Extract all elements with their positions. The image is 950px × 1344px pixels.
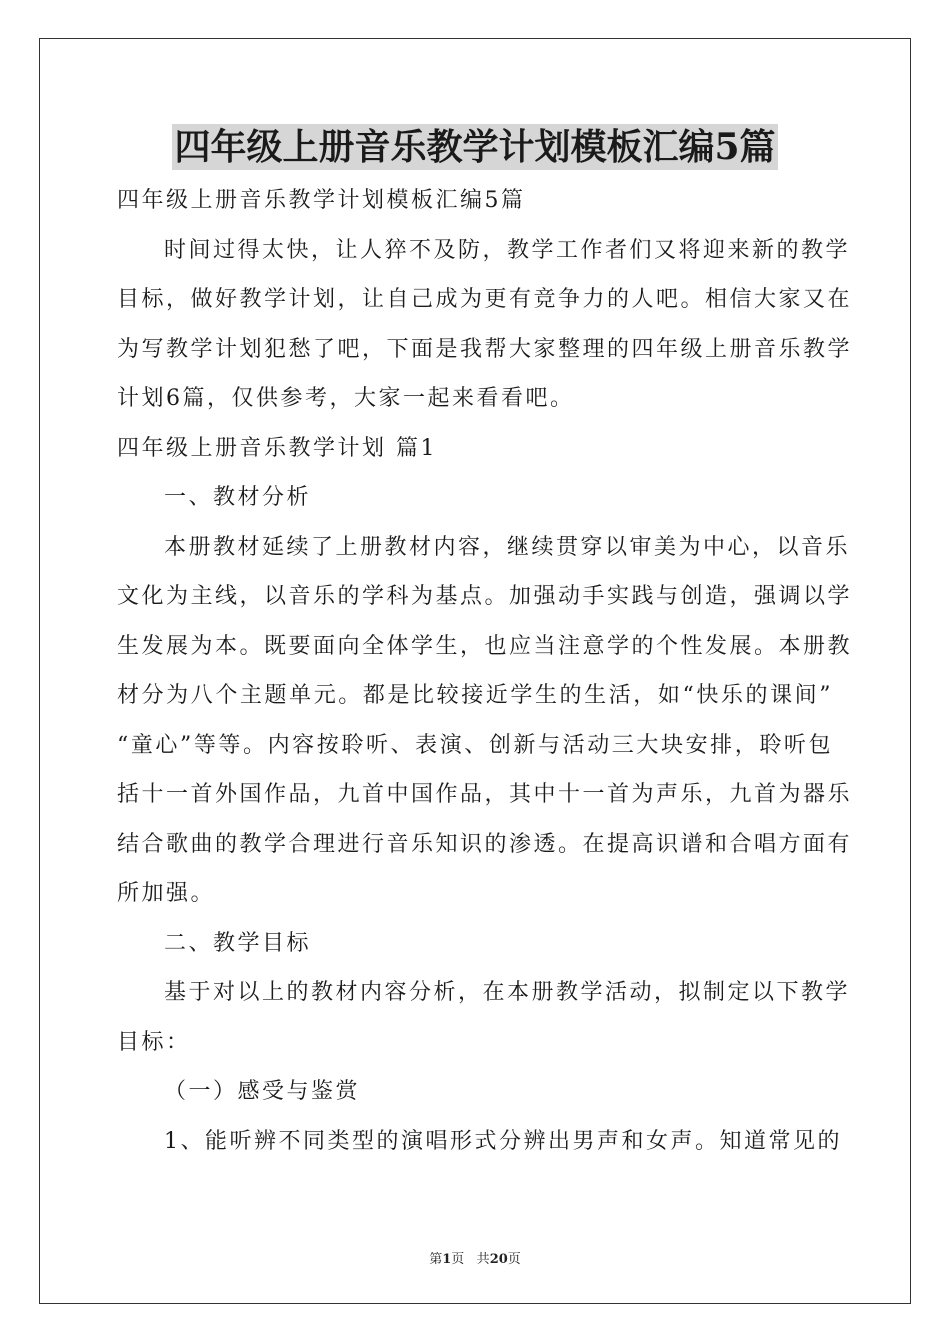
document-title: 四年级上册音乐教学计划模板汇编5篇 <box>174 126 776 168</box>
footer-page-number: 1 <box>442 1252 452 1267</box>
title-container <box>0 124 950 170</box>
text-line: 目标： <box>117 1029 191 1055</box>
footer-page-suffix: 页 <box>451 1252 465 1267</box>
text-line: 生发展为本。既要面向全体学生，也应当注意学的个性发展。本册教 <box>117 633 853 659</box>
page-footer <box>0 1248 950 1267</box>
text-line: 目标，做好教学计划，让自己成为更有竞争力的人吧。相信大家又在 <box>117 287 853 312</box>
text-line: 文化为主线，以音乐的学科为基点。加强动手实践与创造，强调以学 <box>117 584 853 609</box>
text-line: 一、教材分析 <box>164 485 312 510</box>
text-line: 二、教学目标 <box>164 930 312 956</box>
text-line: （一）感受与鉴赏 <box>164 1079 361 1104</box>
text-line: 四年级上册音乐教学计划模板汇编5篇 <box>117 188 526 213</box>
text-line: 所加强。 <box>117 881 216 906</box>
text-line: 本册教材延续了上册教材内容，继续贯穿以审美为中心，以音乐 <box>164 534 851 560</box>
text-line: “童心”等等。内容按聆听、表演、创新与活动三大块安排，聆听包 <box>117 732 833 758</box>
text-line: 1、能听辨不同类型的演唱形式分辨出男声和女声。知道常见的 <box>164 1128 842 1154</box>
text-line: 括十一首外国作品，九首中国作品，其中十一首为声乐，九首为器乐 <box>117 782 853 807</box>
text-line: 时间过得太快，让人猝不及防，教学工作者们又将迎来新的教学 <box>164 237 851 263</box>
text-line: 基于对以上的教材内容分析，在本册教学活动，拟制定以下教学 <box>164 980 851 1005</box>
text-line: 四年级上册音乐教学计划 篇1 <box>117 435 437 461</box>
footer-total-prefix: 共 <box>476 1252 490 1267</box>
footer-total-pages: 20 <box>489 1252 508 1267</box>
text-line: 为写教学计划犯愁了吧，下面是我帮大家整理的四年级上册音乐教学 <box>117 336 853 362</box>
footer-page-prefix: 第 <box>429 1252 443 1267</box>
footer-total-suffix: 页 <box>507 1252 521 1267</box>
text-line: 材分为八个主题单元。都是比较接近学生的生活，如“快乐的课间” <box>117 683 833 708</box>
document-body <box>117 176 853 1166</box>
text-line: 结合歌曲的教学合理进行音乐知识的渗透。在提高识谱和合唱方面有 <box>117 831 853 857</box>
text-line: 计划6篇，仅供参考，大家一起来看看吧。 <box>117 386 575 411</box>
